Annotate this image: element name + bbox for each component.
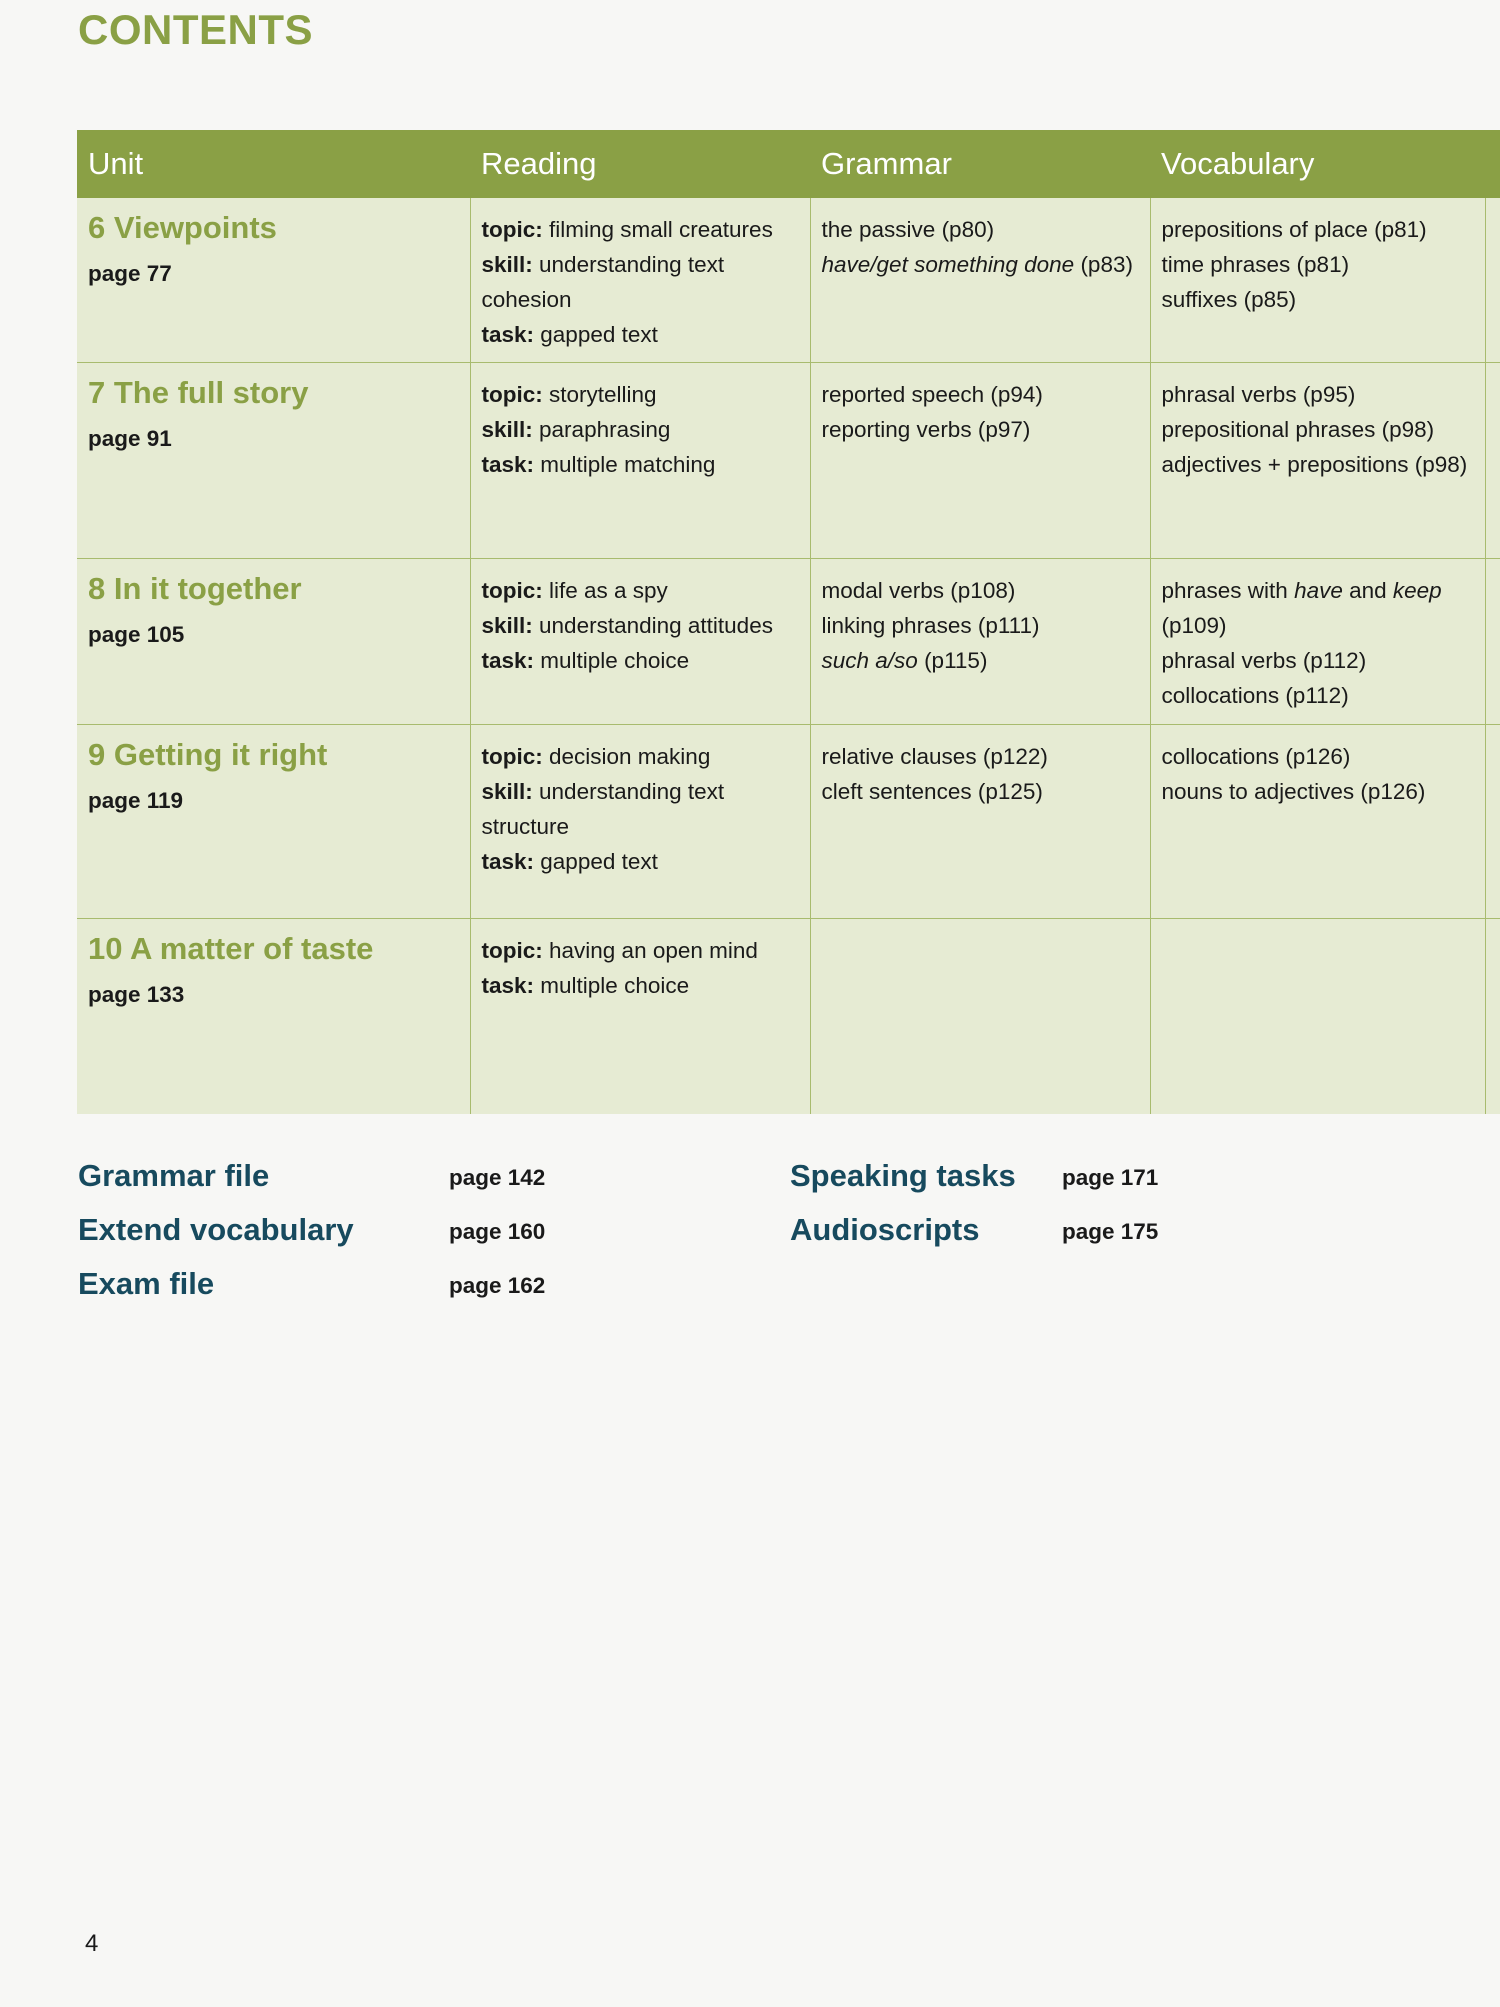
reading-text: paraphrasing [532, 416, 671, 442]
grammar-text: (p115) [917, 647, 988, 673]
reading-label: skill: [481, 252, 533, 277]
reading-line [482, 317, 800, 352]
footer-item-name: Audioscripts [790, 1212, 980, 1247]
reading-line [482, 608, 800, 643]
reading-text: gapped text [534, 848, 658, 874]
vocabulary-italic: keep [1392, 577, 1442, 603]
vocabulary-text: phrasal verbs (p112) [1161, 647, 1367, 673]
reading-label: task: [481, 322, 535, 347]
vocabulary-cell [1150, 362, 1485, 558]
unit-title[interactable]: 9 Getting it right [88, 736, 328, 772]
vocabulary-prefix: phrases with [1161, 577, 1295, 603]
vocabulary-cell [1150, 558, 1485, 724]
grammar-cell [810, 198, 1150, 362]
grammar-line [822, 377, 1140, 412]
reading-label: task: [481, 451, 535, 477]
reading-text: life as a spy [542, 577, 668, 603]
page-number: 4 [85, 1930, 99, 1957]
reading-label: task: [481, 647, 535, 673]
table-row [77, 362, 1500, 558]
reading-text: multiple choice [534, 647, 690, 673]
edge-cell [1485, 198, 1500, 362]
grammar-text: reported speech (p94) [821, 381, 1043, 407]
page-title: CONTENTS [78, 6, 313, 53]
reading-label: task: [481, 972, 535, 998]
vocabulary-line [1162, 377, 1475, 412]
grammar-line [822, 573, 1140, 608]
header-edge [1485, 130, 1500, 198]
reading-label: task: [481, 848, 535, 874]
reading-line [482, 643, 800, 678]
reading-text: decision making [542, 743, 711, 769]
reading-line [482, 377, 800, 412]
reading-line [482, 573, 800, 608]
grammar-line [822, 412, 1140, 447]
reading-text: gapped text [534, 322, 658, 347]
grammar-text: the passive (p80) [821, 217, 995, 242]
reading-text: multiple matching [534, 451, 716, 477]
reading-text: storytelling [542, 381, 657, 407]
reading-cell [470, 362, 810, 558]
header-grammar: Grammar [810, 130, 1150, 198]
vocabulary-line [1162, 412, 1475, 447]
vocabulary-text: time phrases (p81) [1161, 252, 1350, 277]
reading-label: skill: [481, 778, 533, 804]
reading-line [482, 412, 800, 447]
vocabulary-text: adjectives + prepositions (p98) [1161, 451, 1468, 477]
grammar-text: reporting verbs (p97) [821, 416, 1031, 442]
header-unit: Unit [77, 130, 470, 198]
grammar-cell [810, 362, 1150, 558]
unit-page: page 119 [88, 787, 184, 813]
contents-table [77, 130, 1500, 1114]
footer-item-page: page 171 [1062, 1165, 1159, 1190]
vocabulary-cell [1150, 724, 1485, 918]
vocabulary-text: prepositional phrases (p98) [1161, 416, 1435, 442]
unit-page: page 133 [88, 981, 185, 1007]
vocabulary-line [1162, 247, 1475, 282]
table-row [77, 724, 1500, 918]
vocabulary-cell [1150, 198, 1485, 362]
grammar-text: (p83) [1074, 252, 1133, 277]
grammar-cell [810, 724, 1150, 918]
reading-text: understanding text cohesion [481, 252, 725, 312]
reading-line [482, 844, 800, 879]
grammar-text: linking phrases (p111) [821, 612, 1040, 638]
reading-text: filming small creatures [542, 217, 773, 242]
reading-line [482, 447, 800, 482]
grammar-text: relative clauses (p122) [821, 743, 1048, 769]
unit-cell [77, 362, 470, 558]
reading-label: topic: [481, 381, 543, 407]
reading-text: understanding text structure [481, 778, 725, 839]
footer-item-page: page 142 [449, 1165, 546, 1190]
footer-item-page: page 162 [449, 1273, 546, 1298]
vocabulary-line [1162, 212, 1475, 247]
vocabulary-text: phrasal verbs (p95) [1161, 381, 1356, 407]
reading-label: topic: [481, 577, 543, 603]
reading-line [482, 212, 800, 247]
footer-item-name: Grammar file [78, 1158, 270, 1193]
unit-page: page 105 [88, 621, 185, 647]
grammar-line [822, 774, 1140, 809]
reading-label: topic: [481, 743, 543, 769]
vocabulary-line [1162, 282, 1475, 317]
reading-line [482, 933, 800, 968]
edge-cell [1485, 724, 1500, 918]
vocabulary-line [1162, 447, 1475, 482]
unit-title[interactable]: 7 The full story [88, 374, 309, 410]
grammar-text: modal verbs (p108) [821, 577, 1016, 603]
reading-line [482, 774, 800, 844]
reading-text: multiple choice [534, 972, 690, 998]
unit-page: page 77 [88, 261, 172, 286]
unit-title[interactable]: 8 In it together [88, 570, 302, 606]
footer-item-page: page 175 [1062, 1219, 1159, 1244]
grammar-italic: such a/so [821, 647, 918, 673]
grammar-line [822, 608, 1140, 643]
reading-cell [470, 198, 810, 362]
vocabulary-line [1162, 774, 1475, 809]
vocabulary-text: nouns to adjectives (p126) [1161, 778, 1426, 804]
unit-title[interactable]: 10 A matter of taste [88, 930, 374, 966]
edge-cell [1485, 558, 1500, 724]
reading-cell [470, 918, 810, 1114]
grammar-line [822, 212, 1140, 247]
vocabulary-text: (p109) [1161, 612, 1227, 638]
table-row [77, 558, 1500, 724]
reading-cell [470, 724, 810, 918]
unit-cell [77, 198, 470, 362]
grammar-line [822, 247, 1140, 282]
vocabulary-text: prepositions of place (p81) [1161, 217, 1427, 242]
reading-label: topic: [481, 937, 543, 963]
vocabulary-italic: have [1294, 577, 1343, 603]
unit-cell [77, 724, 470, 918]
vocabulary-line [1162, 678, 1475, 713]
reading-text: having an open mind [542, 937, 758, 963]
vocabulary-text: suffixes (p85) [1161, 287, 1297, 312]
grammar-italic: have/get something done [821, 252, 1075, 277]
grammar-cell [810, 918, 1150, 1114]
footer-item-name: Speaking tasks [790, 1158, 1016, 1193]
vocabulary-line [1162, 573, 1475, 643]
vocabulary-cell [1150, 918, 1485, 1114]
grammar-cell [810, 558, 1150, 724]
edge-cell [1485, 362, 1500, 558]
vocabulary-text: collocations (p126) [1161, 743, 1351, 769]
reading-label: skill: [481, 612, 533, 638]
table-row [77, 918, 1500, 1114]
footer-item-page: page 160 [449, 1219, 546, 1244]
unit-cell [77, 918, 470, 1114]
vocabulary-line [1162, 643, 1475, 678]
header-vocabulary: Vocabulary [1150, 130, 1485, 198]
footer-item-name: Extend vocabulary [78, 1212, 354, 1247]
vocabulary-text: collocations (p112) [1161, 682, 1349, 708]
table-row [77, 198, 1500, 362]
grammar-line [822, 739, 1140, 774]
reading-cell [470, 558, 810, 724]
unit-title[interactable]: 6 Viewpoints [88, 210, 277, 245]
vocabulary-line [1162, 739, 1475, 774]
grammar-text: cleft sentences (p125) [821, 778, 1043, 804]
vocabulary-mid: and [1342, 577, 1393, 603]
unit-page: page 91 [88, 425, 172, 451]
grammar-line [822, 643, 1140, 678]
reading-line [482, 247, 800, 317]
header-reading: Reading [470, 130, 810, 198]
reading-line [482, 739, 800, 774]
edge-cell [1485, 918, 1500, 1114]
reading-label: skill: [481, 416, 533, 442]
reading-label: topic: [481, 217, 543, 242]
footer-item-name: Exam file [78, 1266, 215, 1301]
reading-text: understanding attitudes [532, 612, 773, 638]
reading-line [482, 968, 800, 1003]
unit-cell [77, 558, 470, 724]
table-header-row [77, 130, 1500, 198]
